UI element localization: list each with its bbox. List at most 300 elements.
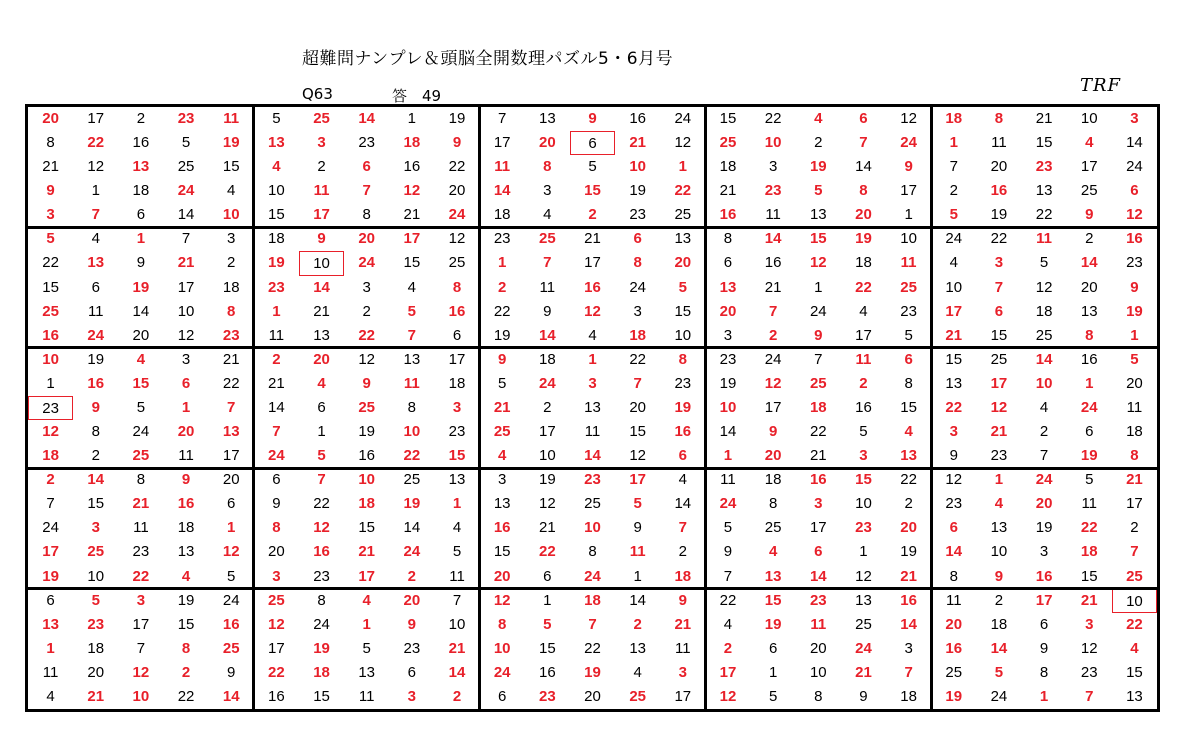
cell-r15-c7: 5 — [317, 447, 326, 465]
cell-r2-c4: 5 — [181, 134, 191, 152]
cell-r2-c3: 16 — [132, 134, 150, 152]
cell-r7-c10: 25 — [448, 254, 466, 272]
cell-r16-c12: 19 — [538, 471, 556, 489]
cell-r24-c9: 6 — [407, 663, 417, 681]
cell-r23-c21: 16 — [945, 639, 963, 657]
cell-r7-c25: 23 — [1126, 254, 1143, 272]
cell-r1-c6: 5 — [272, 110, 281, 127]
cell-r20-c2: 10 — [87, 567, 105, 585]
cell-r17-c11: 13 — [493, 495, 511, 513]
cell-r16-c10: 13 — [448, 471, 466, 489]
cell-r23-c3: 7 — [136, 639, 146, 657]
cell-r17-c9: 19 — [403, 495, 421, 513]
cell-r23-c13: 22 — [584, 639, 601, 657]
cell-r9-c3: 14 — [132, 302, 150, 320]
cell-r11-c14: 22 — [629, 350, 646, 368]
cell-r19-c8: 21 — [358, 543, 376, 561]
cell-r8-c24: 20 — [1080, 278, 1098, 296]
cell-r23-c18: 20 — [809, 639, 827, 657]
cell-r13-c13: 13 — [584, 398, 601, 416]
cell-r1-c16: 15 — [719, 110, 737, 127]
cell-r12-c11: 5 — [498, 374, 507, 392]
cell-r19-c3: 23 — [132, 543, 150, 561]
cell-r16-c15: 4 — [678, 471, 687, 489]
cell-r19-c24: 18 — [1080, 543, 1098, 561]
cell-r22-c22: 18 — [990, 615, 1008, 633]
cell-r18-c4: 18 — [177, 519, 195, 537]
cell-r2-c11: 17 — [493, 134, 511, 152]
cell-r1-c13: 9 — [588, 110, 597, 127]
cell-r24-c3: 12 — [132, 663, 150, 681]
cell-r21-c22: 2 — [994, 591, 1004, 609]
cell-r23-c5: 25 — [222, 639, 240, 657]
cell-r11-c16: 23 — [719, 350, 737, 368]
cell-r25-c20: 18 — [900, 687, 917, 705]
cell-r10-c12: 14 — [538, 326, 556, 344]
cell-r12-c5: 22 — [222, 374, 240, 392]
cell-r4-c15: 22 — [674, 182, 692, 200]
cell-r22-c25: 22 — [1126, 615, 1143, 633]
cell-r18-c14: 9 — [633, 519, 642, 537]
cell-r22-c8: 1 — [362, 615, 371, 633]
cell-r6-c15: 13 — [674, 230, 692, 248]
cell-r6-c1: 5 — [46, 230, 55, 248]
cell-r2-c18: 2 — [814, 134, 823, 152]
cell-r14-c9: 10 — [403, 423, 421, 441]
cell-r13-c16: 10 — [719, 398, 737, 416]
cell-r8-c7: 14 — [313, 278, 330, 296]
cell-r12-c7: 4 — [317, 374, 326, 392]
cell-r2-c16: 25 — [719, 134, 737, 152]
cell-r16-c7: 7 — [317, 471, 326, 489]
cell-r8-c13: 16 — [584, 278, 601, 296]
cell-r11-c1: 10 — [42, 350, 59, 368]
cell-r9-c23: 18 — [1035, 302, 1053, 320]
cell-r14-c23: 2 — [1039, 423, 1049, 441]
cell-r20-c20: 21 — [900, 567, 917, 585]
cell-r4-c9: 12 — [403, 182, 421, 200]
cell-r1-c24: 10 — [1080, 110, 1098, 127]
cell-r23-c16: 2 — [723, 639, 733, 657]
cell-r14-c6: 7 — [272, 423, 281, 441]
cell-r10-c18: 9 — [814, 326, 823, 344]
cell-r21-c19: 13 — [855, 591, 872, 609]
cell-r24-c6: 22 — [268, 663, 285, 681]
cell-r17-c20: 2 — [904, 495, 913, 513]
cell-r25-c10: 2 — [452, 687, 462, 705]
cell-r3-c6: 4 — [272, 158, 281, 176]
cell-r1-c4: 23 — [177, 110, 195, 127]
cell-r4-c4: 24 — [177, 182, 195, 200]
cell-r16-c1: 2 — [46, 471, 55, 489]
cell-r21-c21: 11 — [945, 591, 962, 609]
cell-r12-c15: 23 — [674, 374, 692, 392]
cell-r1-c15: 24 — [674, 110, 692, 127]
cell-r2-c6: 13 — [268, 134, 285, 152]
cell-r23-c10: 21 — [448, 639, 466, 657]
cell-r13-c14: 20 — [629, 398, 646, 416]
cell-r8-c16: 13 — [719, 278, 737, 296]
cell-r8-c19: 22 — [855, 278, 872, 296]
cell-r17-c15: 14 — [674, 495, 692, 513]
cell-r18-c17: 25 — [764, 519, 782, 537]
cell-r8-c8: 3 — [362, 278, 371, 296]
cell-r23-c1: 1 — [46, 639, 55, 657]
cell-r18-c1: 24 — [42, 519, 59, 537]
cell-r24-c16: 17 — [719, 663, 737, 681]
cell-r8-c10: 8 — [452, 278, 462, 296]
cell-r13-c12: 2 — [543, 398, 552, 416]
cell-r13-c6: 14 — [268, 398, 285, 416]
cell-r25-c21: 19 — [945, 687, 963, 705]
cell-r3-c15: 1 — [678, 158, 687, 176]
cell-r25-c16: 12 — [719, 687, 737, 705]
cell-r16-c20: 22 — [900, 471, 917, 489]
cell-r1-c20: 12 — [900, 110, 917, 127]
cell-r9-c9: 5 — [407, 302, 417, 320]
cell-r7-c18: 12 — [809, 254, 827, 272]
cell-r22-c6: 12 — [268, 615, 285, 633]
cell-r24-c22: 5 — [994, 663, 1004, 681]
cell-r13-c5: 7 — [227, 398, 236, 416]
cell-r11-c12: 18 — [538, 350, 556, 368]
cell-r22-c16: 4 — [723, 615, 733, 633]
cell-r1-c9: 1 — [407, 110, 417, 127]
cell-r15-c3: 25 — [132, 447, 150, 465]
cell-r9-c20: 23 — [900, 302, 917, 320]
cell-r25-c13: 20 — [584, 687, 601, 705]
cell-r15-c2: 2 — [91, 447, 100, 465]
cell-r7-c1: 22 — [42, 254, 59, 272]
cell-r14-c17: 9 — [768, 423, 778, 441]
cell-r3-c3: 13 — [132, 158, 150, 176]
cell-r8-c18: 1 — [814, 278, 823, 296]
cell-r18-c13: 10 — [584, 519, 601, 537]
cell-r15-c16: 1 — [723, 447, 733, 465]
cell-r19-c15: 2 — [678, 543, 687, 561]
cell-r15-c10: 15 — [448, 447, 466, 465]
cell-r16-c23: 24 — [1035, 471, 1053, 489]
cell-r5-c23: 22 — [1035, 206, 1053, 224]
cell-r19-c13: 8 — [588, 543, 597, 561]
cell-r12-c8: 9 — [362, 374, 371, 392]
cell-r9-c12: 9 — [543, 302, 552, 320]
cell-r24-c12: 16 — [538, 663, 556, 681]
cell-r21-c10: 7 — [452, 591, 462, 609]
cell-r4-c22: 16 — [990, 182, 1008, 200]
cell-r17-c10: 1 — [452, 495, 462, 513]
cell-r21-c16: 22 — [719, 591, 737, 609]
cell-r6-c6: 18 — [268, 230, 285, 248]
cell-r22-c19: 25 — [855, 615, 872, 633]
cell-r24-c19: 21 — [855, 663, 872, 681]
cell-r10-c7: 13 — [313, 326, 330, 344]
cell-r21-c1: 6 — [46, 591, 55, 609]
cell-r16-c19: 15 — [855, 471, 872, 489]
cell-r3-c4: 25 — [177, 158, 195, 176]
cell-r21-c24: 21 — [1080, 591, 1098, 609]
cell-r5-c5: 10 — [222, 206, 240, 224]
cell-r5-c25: 12 — [1126, 206, 1143, 224]
cell-r10-c19: 17 — [855, 326, 872, 344]
cell-r24-c10: 14 — [448, 663, 466, 681]
cell-r24-c23: 8 — [1039, 663, 1049, 681]
cell-r25-c7: 15 — [313, 687, 330, 705]
cell-r16-c25: 21 — [1126, 471, 1143, 489]
cell-r11-c22: 25 — [990, 350, 1008, 368]
cell-r18-c6: 8 — [272, 519, 281, 537]
cell-r10-c24: 8 — [1085, 326, 1094, 344]
cell-r11-c23: 14 — [1035, 350, 1053, 368]
cell-r19-c5: 12 — [222, 543, 240, 561]
cell-r18-c10: 4 — [452, 519, 462, 537]
question-number: Q63 — [302, 85, 333, 103]
cell-r1-c17: 22 — [764, 110, 782, 127]
cell-r17-c8: 18 — [358, 495, 376, 513]
cell-r12-c20: 8 — [904, 374, 913, 392]
cell-r2-c24: 4 — [1085, 134, 1094, 152]
cell-r14-c24: 6 — [1085, 423, 1094, 441]
cell-r15-c14: 12 — [629, 447, 646, 465]
cell-r14-c2: 8 — [91, 423, 100, 441]
cell-r12-c12: 24 — [538, 374, 556, 392]
cell-r1-c23: 21 — [1035, 110, 1053, 127]
cell-r5-c14: 23 — [629, 206, 646, 224]
cell-r8-c17: 21 — [764, 278, 782, 296]
cell-r21-c14: 14 — [629, 591, 646, 609]
cell-r24-c21: 25 — [945, 663, 963, 681]
cell-r12-c9: 11 — [403, 374, 420, 392]
cell-r1-c12: 13 — [538, 110, 556, 127]
cell-r16-c3: 8 — [136, 471, 146, 489]
cell-r14-c11: 25 — [493, 423, 511, 441]
cell-r10-c3: 20 — [132, 326, 150, 344]
cell-r7-c11: 1 — [498, 254, 507, 272]
cell-r4-c14: 19 — [629, 182, 646, 200]
cell-r6-c2: 4 — [91, 230, 100, 248]
cell-r17-c7: 22 — [313, 495, 330, 513]
cell-r7-c4: 21 — [177, 254, 195, 272]
cell-r19-c16: 9 — [723, 543, 733, 561]
cell-r1-c5: 11 — [223, 110, 240, 127]
cell-r19-c6: 20 — [268, 543, 285, 561]
cell-r10-c1: 16 — [42, 326, 59, 344]
cell-r11-c19: 11 — [855, 350, 872, 368]
cell-r21-c2: 5 — [91, 591, 100, 609]
cell-r24-c1: 11 — [42, 663, 59, 681]
cell-r8-c6: 23 — [268, 278, 285, 296]
cell-r5-c15: 25 — [674, 206, 692, 224]
cell-r18-c7: 12 — [313, 519, 330, 537]
cell-r23-c22: 14 — [990, 639, 1008, 657]
cell-r20-c12: 6 — [543, 567, 552, 585]
cell-r14-c21: 3 — [949, 423, 958, 441]
cell-r8-c2: 6 — [91, 278, 100, 296]
cell-r17-c24: 11 — [1081, 495, 1098, 513]
cell-r18-c25: 2 — [1130, 519, 1139, 537]
cell-r4-c16: 21 — [719, 182, 737, 200]
cell-r3-c17: 3 — [768, 158, 778, 176]
cell-r11-c10: 17 — [448, 350, 466, 368]
cell-r24-c20: 7 — [904, 663, 913, 681]
cell-r25-c1: 4 — [46, 687, 55, 705]
cell-r11-c25: 5 — [1130, 350, 1139, 368]
cell-r2-c1: 8 — [46, 134, 55, 152]
cell-r11-c2: 19 — [87, 350, 105, 368]
cell-r16-c11: 3 — [498, 471, 507, 489]
cell-r2-c10: 9 — [452, 134, 462, 152]
cell-r8-c20: 25 — [900, 278, 917, 296]
cell-r7-c20: 11 — [900, 254, 917, 272]
cell-r7-c21: 4 — [949, 254, 958, 272]
cell-r11-c18: 7 — [814, 350, 823, 368]
cell-r20-c22: 9 — [994, 567, 1004, 585]
cell-r20-c5: 5 — [227, 567, 236, 585]
cell-r6-c9: 17 — [403, 230, 421, 248]
cell-r1-c14: 16 — [629, 110, 646, 127]
cell-r8-c9: 4 — [407, 278, 417, 296]
cell-r9-c11: 22 — [493, 302, 511, 320]
cell-r17-c13: 25 — [584, 495, 601, 513]
cell-r10-c21: 21 — [945, 326, 963, 344]
cell-r3-c5: 15 — [222, 158, 240, 176]
cell-r23-c2: 18 — [87, 639, 105, 657]
cell-r22-c5: 16 — [222, 615, 240, 633]
cell-r7-c5: 2 — [227, 254, 236, 272]
cell-r14-c22: 21 — [990, 423, 1008, 441]
cell-r3-c21: 7 — [949, 158, 958, 176]
cell-r16-c8: 10 — [358, 471, 376, 489]
cell-r4-c8: 7 — [362, 182, 371, 200]
cell-r15-c23: 7 — [1039, 447, 1049, 465]
cell-r2-c21: 1 — [949, 134, 958, 152]
cell-r15-c17: 20 — [764, 447, 782, 465]
cell-r13-c15: 19 — [674, 398, 692, 416]
cell-r12-c16: 19 — [719, 374, 737, 392]
cell-r24-c14: 4 — [633, 663, 642, 681]
cell-r5-c20: 1 — [904, 206, 913, 224]
cell-r14-c3: 24 — [132, 423, 150, 441]
cell-r12-c17: 12 — [764, 374, 782, 392]
cell-r22-c20: 14 — [900, 615, 917, 633]
cell-r21-c9: 20 — [403, 591, 421, 609]
cell-r8-c14: 24 — [629, 278, 646, 296]
page-title: 超難問ナンプレ＆頭脳全開数理パズル5・6月号 — [302, 49, 674, 69]
cell-r5-c13: 2 — [588, 206, 597, 224]
cell-r14-c20: 4 — [904, 423, 913, 441]
cell-r21-c25: 10 — [1112, 589, 1157, 613]
cell-r6-c8: 20 — [358, 230, 376, 248]
cell-r12-c6: 21 — [268, 374, 285, 392]
cell-r3-c8: 6 — [362, 158, 371, 176]
cell-r17-c4: 16 — [177, 495, 195, 513]
cell-r4-c13: 15 — [584, 182, 601, 200]
cell-r2-c9: 18 — [403, 134, 421, 152]
cell-r20-c18: 14 — [809, 567, 827, 585]
cell-r19-c19: 1 — [859, 543, 868, 561]
cell-r11-c21: 15 — [945, 350, 963, 368]
cell-r22-c9: 9 — [407, 615, 417, 633]
cell-r12-c18: 25 — [809, 374, 827, 392]
cell-r21-c20: 16 — [900, 591, 917, 609]
cell-r22-c4: 15 — [177, 615, 195, 633]
cell-r6-c25: 16 — [1126, 230, 1143, 248]
cell-r17-c12: 12 — [538, 495, 556, 513]
cell-r21-c23: 17 — [1035, 591, 1053, 609]
cell-r24-c8: 13 — [358, 663, 376, 681]
cell-r25-c24: 7 — [1085, 687, 1094, 705]
cell-r16-c5: 20 — [222, 471, 240, 489]
cell-r3-c2: 12 — [87, 158, 105, 176]
cell-r16-c2: 14 — [87, 471, 105, 489]
cell-r16-c17: 18 — [764, 471, 782, 489]
cell-r24-c5: 9 — [227, 663, 236, 681]
cell-r13-c4: 1 — [181, 398, 191, 416]
cell-r6-c17: 14 — [764, 230, 782, 248]
cell-r15-c20: 13 — [900, 447, 917, 465]
cell-r9-c6: 1 — [272, 302, 281, 320]
cell-r13-c25: 11 — [1126, 398, 1143, 416]
cell-r24-c2: 20 — [87, 663, 105, 681]
cell-r20-c4: 4 — [181, 567, 191, 585]
cell-r23-c20: 3 — [904, 639, 913, 657]
cell-r14-c16: 14 — [719, 423, 737, 441]
cell-r13-c20: 15 — [900, 398, 917, 416]
cell-r9-c7: 21 — [313, 302, 330, 320]
cell-r16-c18: 16 — [809, 471, 827, 489]
answer-label: 答 49 — [392, 87, 442, 105]
cell-r24-c15: 3 — [678, 663, 687, 681]
cell-r24-c17: 1 — [768, 663, 778, 681]
cell-r11-c20: 6 — [904, 350, 913, 368]
cell-r1-c21: 18 — [945, 110, 963, 127]
cell-r9-c4: 10 — [177, 302, 195, 320]
cell-r18-c23: 19 — [1035, 519, 1053, 537]
cell-r20-c16: 7 — [723, 567, 733, 585]
cell-r11-c7: 20 — [313, 350, 330, 368]
cell-r13-c11: 21 — [493, 398, 511, 416]
cell-r5-c11: 18 — [493, 206, 511, 224]
cell-r7-c17: 16 — [764, 254, 782, 272]
cell-r13-c22: 12 — [990, 398, 1008, 416]
cell-r11-c8: 12 — [358, 350, 376, 368]
cell-r19-c2: 25 — [87, 543, 105, 561]
cell-r25-c8: 11 — [358, 687, 375, 705]
cell-r25-c19: 9 — [859, 687, 868, 705]
cell-r21-c18: 23 — [809, 591, 827, 609]
signature: TRF — [1080, 75, 1122, 96]
cell-r12-c10: 18 — [448, 374, 466, 392]
cell-r11-c3: 4 — [136, 350, 146, 368]
cell-r19-c14: 11 — [629, 543, 646, 561]
cell-r7-c16: 6 — [723, 254, 733, 272]
cell-r17-c18: 3 — [814, 495, 823, 513]
cell-r15-c6: 24 — [268, 447, 285, 465]
cell-r18-c21: 6 — [949, 519, 958, 537]
cell-r22-c12: 5 — [543, 615, 552, 633]
cell-r22-c3: 17 — [132, 615, 150, 633]
cell-r22-c2: 23 — [87, 615, 105, 633]
cell-r3-c13: 5 — [588, 158, 597, 176]
cell-r14-c7: 1 — [317, 423, 326, 441]
cell-r17-c5: 6 — [227, 495, 236, 513]
cell-r4-c18: 5 — [814, 182, 823, 200]
cell-r20-c10: 11 — [449, 567, 465, 585]
cell-r22-c15: 21 — [674, 615, 692, 633]
cell-r10-c4: 12 — [177, 326, 195, 344]
cell-r17-c22: 4 — [994, 495, 1004, 513]
cell-r20-c13: 24 — [584, 567, 601, 585]
